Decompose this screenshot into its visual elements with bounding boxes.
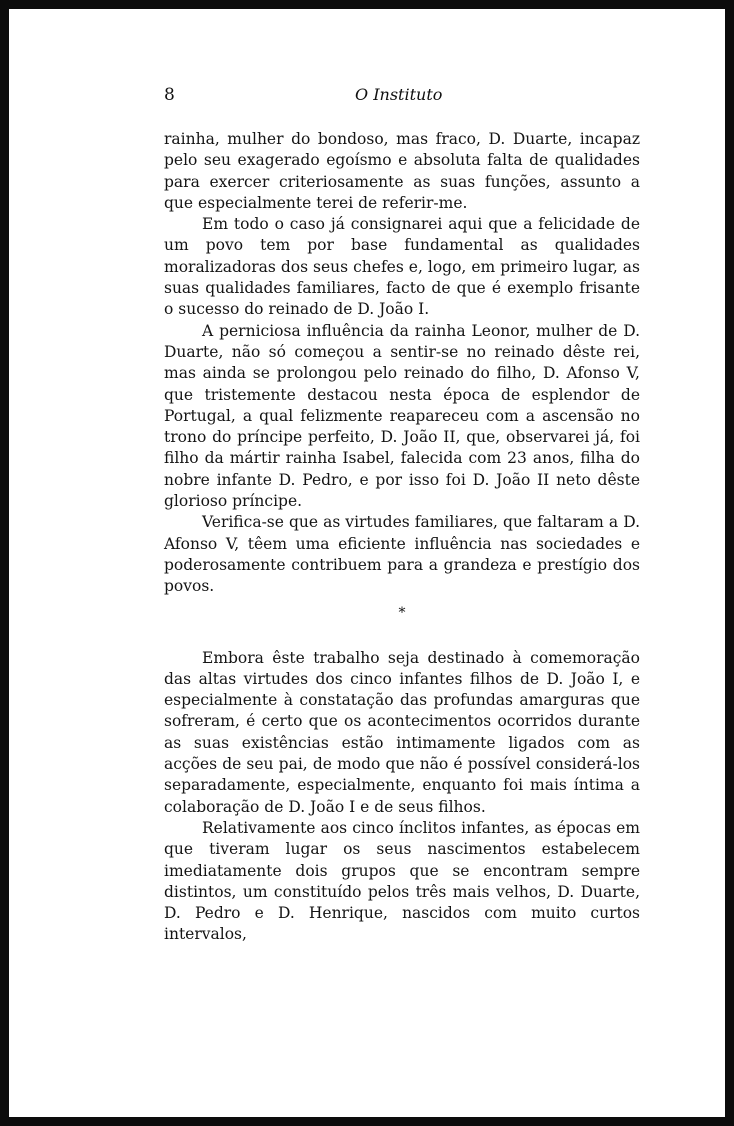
paragraph: Embora êste trabalho seja destinado à comemoração das altas virtudes dos cinco infantes filhos de D. João I, e especialmente à constatação das profundas amarguras que sofreram, é certo que os acontecimentos ocorridos durante as suas existências estão intimamente ligados com as acções de seu pai, de modo que não é possível considerá-los separadamente, especialmente, enquanto foi mais íntima a colaboração de D. João I e de seus filhos.	[164, 648, 640, 816]
page-number: 8	[164, 85, 175, 105]
paragraph: rainha, mulher do bondoso, mas fraco, D. Duarte, incapaz pelo seu exagerado egoísmo e absoluta falta de qualidades para exercer criteriosamente as suas funções, assunto a que especialmente terei de referir-me.	[164, 130, 640, 212]
page-header	[9, 85, 725, 109]
paragraph: Em todo o caso já consignarei aqui que a felicidade de um povo tem por base fundamental as qualidades moralizadoras dos seus chefes e, logo, em primeiro lugar, as suas qualidades familiares, facto de que é exemplo frisante o sucesso do reinado de D. João I.	[164, 215, 640, 319]
section-separator: *	[398, 604, 406, 621]
running-title: O Instituto	[355, 85, 443, 104]
paragraph: A perniciosa influência da rainha Leonor, mulher de D. Duarte, não só começou a sentir-se no reinado dêste rei, mas ainda se prolongou pelo reinado do filho, D. Afonso V, que tristemente destacou nesta época de esplendor de Portugal, a qual felizmente reapareceu com a ascensão no trono do príncipe perfeito, D. João II, que, observarei já, foi filho da mártir rainha Isabel, falecida com 23 anos, filha do nobre infante D. Pedro, e por isso foi D. João II neto dêste glorioso príncipe.	[164, 321, 640, 511]
paragraph: Verifica-se que as virtudes familiares, que faltaram a D. Afonso V, têem uma eficiente influência nas sociedades e poderosamente contribuem para a grandeza e prestígio dos povos.	[164, 513, 640, 596]
paragraph: Relativamente aos cinco ínclitos infantes, as épocas em que tiveram lugar os seus nascimentos estabelecem imediatamente dois grupos que se encontram sempre distintos, um constituído pelos três mais velhos, D. Duarte, D. Pedro e D. Henrique, nascidos com muito curtos intervalos,	[164, 818, 640, 944]
body-text	[164, 129, 640, 946]
book-page	[9, 9, 725, 1117]
